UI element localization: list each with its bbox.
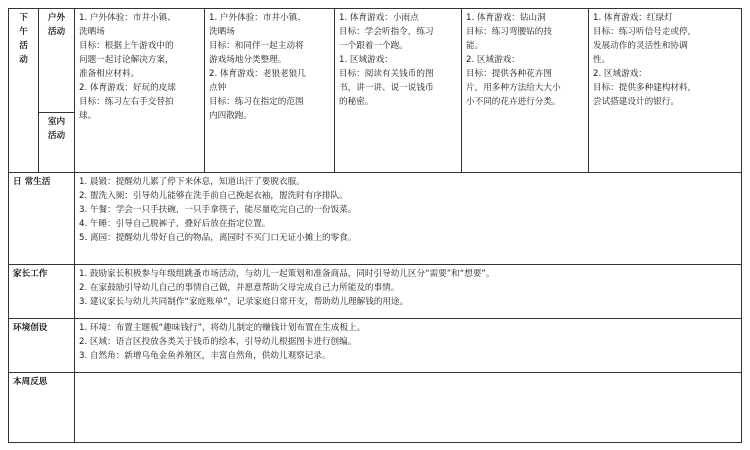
parent-work-content (75, 265, 742, 319)
afternoon-day-3: 1. 体育游戏：小雨点 目标：学会听指令，练习 一个跟着一个跑。 1. 区域游戏： 目标：阅读有关钱币的图 书，讲一讲、说一说钱币 的秘密。 (335, 9, 462, 173)
outdoor-activity-label: 户外 活动 (39, 9, 75, 113)
environment-label: 环境创设 (9, 319, 75, 373)
parent-work-row (9, 265, 742, 319)
environment-item: 3. 自然角：新增乌龟金鱼养殖区，丰富自然角，供幼儿观察记录。 (79, 351, 331, 361)
afternoon-day-5: 1. 体育游戏：红绿灯 目标：练习听信号走或停， 发展动作的灵活性和协调 性。 2. 区域游戏： 目标：提供多种建构材料， 尝试搭建设计的银行。 (589, 9, 742, 173)
parent-work-item: 2. 在家鼓励引导幼儿自己的事情自己做，并愿意帮助父母完成自己力所能及的事情。 (79, 283, 400, 293)
afternoon-outdoor-row (9, 9, 742, 113)
indoor-activity-label: 室内 活动 (39, 113, 75, 173)
reflection-label: 本周反思 (9, 373, 75, 443)
reflection-content[interactable] (75, 373, 742, 443)
daily-life-item: 5. 离园：提醒幼儿带好自己的物品，离园时不买门口无证小摊上的零食。 (79, 233, 357, 243)
afternoon-day-1: 1. 户外体验：市井小镇、 洗晒场 目标：根据上午游戏中的 问题一起讨论解决方案， 准备相应材料。 2. 体育游戏：好玩的皮球 目标：练习左右手交替拍 球。 (75, 9, 205, 173)
environment-row (9, 319, 742, 373)
daily-life-row (9, 173, 742, 265)
environment-item: 2. 区域：语言区投放各类关于钱币的绘本，引导幼儿根据图卡进行创编。 (79, 337, 357, 347)
afternoon-day-2: 1. 户外体验：市井小镇、 洗晒场 目标：和同伴一起主动将 游戏场地分类整理。 2. 体育游戏：老狼老狼几 点钟 目标：练习在指定的范围 内四散跑。 (205, 9, 335, 173)
daily-life-item: 3. 午餐：学会一只手扶碗，一只手拿筷子，能尽量吃完自己的一份饭菜。 (79, 205, 357, 215)
parent-work-item: 3. 建议家长与幼儿共同制作“家庭账单”，记录家庭日常开支，帮助幼儿理解钱的用途。 (79, 297, 409, 307)
daily-life-label: 日 常生活 (9, 173, 75, 265)
environment-content (75, 319, 742, 373)
weekly-plan-table (8, 8, 742, 443)
afternoon-day-4: 1. 体育游戏：钻山洞 目标：练习弯腰钻的技 能。 2. 区域游戏： 目标：提供各种花卉图 片，用多种方法给大大小 小不同的花卉进行分类。 (462, 9, 589, 173)
reflection-row (9, 373, 742, 443)
parent-work-label: 家长工作 (9, 265, 75, 319)
environment-item: 1. 环境：布置主题板“趣味钱行”，将幼儿制定的赚钱计划布置在生成板上。 (79, 323, 366, 333)
daily-life-content (75, 173, 742, 265)
afternoon-activity-label: 下 午 活 动 (9, 9, 39, 173)
daily-life-item: 4. 午睡：引导自己脱裤子，叠好后放在指定位置。 (79, 219, 271, 229)
daily-life-item: 2. 盥洗入厕：引导幼儿能够在洗手前自己挽起衣袖，盥洗时有序排队。 (79, 191, 348, 201)
daily-life-item: 1. 晨锻：提醒幼儿累了停下来休息，知道出汗了要脱衣服。 (79, 177, 305, 187)
parent-work-item: 1. 鼓励家长积极参与年级组跳蚤市场活动，与幼儿一起策划和准备商品，同时引导幼儿区分“需要”和“想要”。 (79, 269, 495, 279)
